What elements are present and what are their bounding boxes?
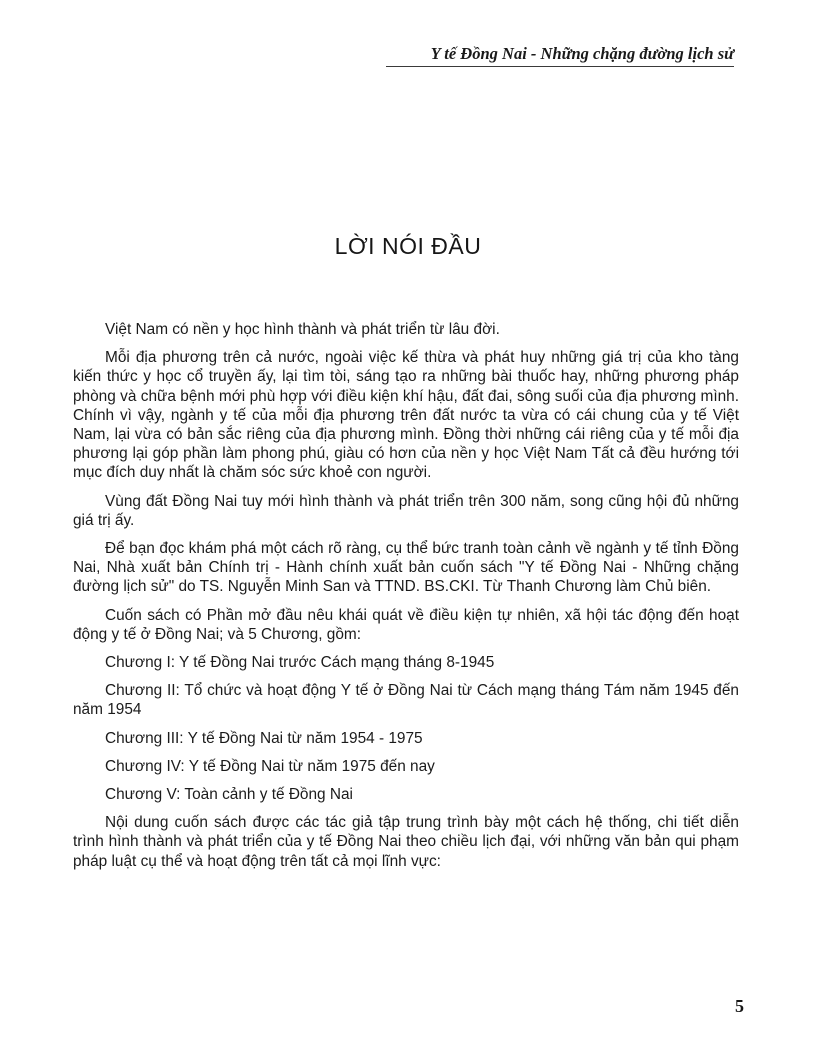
paragraph: Vùng đất Đồng Nai tuy mới hình thành và phát triển trên 300 năm, song cũng hội đủ những giá trị ấy. (73, 492, 739, 529)
chapter-title: LỜI NÓI ĐẦU (334, 233, 482, 259)
chapter-list-item: Chương III: Y tế Đồng Nai từ năm 1954 - 1975 (105, 729, 423, 747)
chapter-list-item: Chương V: Toàn cảnh y tế Đồng Nai (105, 786, 353, 804)
paragraph: Để bạn đọc khám phá một cách rõ ràng, cụ thể bức tranh toàn cảnh về ngành y tế tỉnh Đồng Nai, Nhà xuất bản Chính trị - Hành chính xuất bản cuốn sách "Y tế Đồng Nai - Những chặng đường lịch sử" do TS. Nguyễn Minh San và TTND. BS.CKI. Từ Thanh Chương làm Chủ biên. (73, 540, 739, 596)
paragraph: Cuốn sách có Phần mở đầu nêu khái quát về điều kiện tự nhiên, xã hội tác động đến hoạt động y tế ở Đồng Nai; và 5 Chương, gồm: (73, 606, 739, 643)
paragraph: Việt Nam có nền y học hình thành và phát triển từ lâu đời. (105, 321, 500, 338)
page-number: 5 (735, 996, 744, 1016)
paragraph: Nội dung cuốn sách được các tác giả tập trung trình bày một cách hệ thống, chi tiết diễn trình hình thành và phát triển của y tế Đồng Nai theo chiều lịch đại, với những văn bản qui phạm pháp luật cụ thể và hoạt động trên tất cả mọi lĩnh vực: (73, 814, 739, 870)
chapter-list-item: Chương II: Tổ chức và hoạt động Y tế ở Đồng Nai từ Cách mạng tháng Tám năm 1945 đến năm 1954 (73, 682, 739, 719)
header-underline (386, 66, 734, 67)
body-text (73, 320, 739, 880)
chapter-list-item: Chương IV: Y tế Đồng Nai từ năm 1975 đến nay (105, 757, 435, 775)
chapter-list-item: Chương I: Y tế Đồng Nai trước Cách mạng tháng 8-1945 (105, 654, 495, 672)
paragraph: Mỗi địa phương trên cả nước, ngoài việc kế thừa và phát huy những giá trị của kho tàng kiến thức y học cổ truyền ấy, lại tìm tòi, sáng tạo ra những bài thuốc hay, những phương pháp phòng và chữa bệnh mới phù hợp với điều kiện khí hậu, đất đai, sông suối của địa phương mình. Chính vì vậy, ngành y tế của mỗi địa phương trên đất nước ta vừa có cái chung của y tế Việt Nam, lại vừa có bản sắc riêng của địa phương mình. Đồng thời những cái riêng của y tế mỗi địa phương lại góp phần làm phong phú, giàu có hơn của nền y học Việt Nam Tất cả đều hướng tới mục đích duy nhất là chăm sóc sức khoẻ con người. (73, 349, 739, 482)
running-header: Y tế Đồng Nai - Những chặng đường lịch sử (430, 44, 734, 63)
